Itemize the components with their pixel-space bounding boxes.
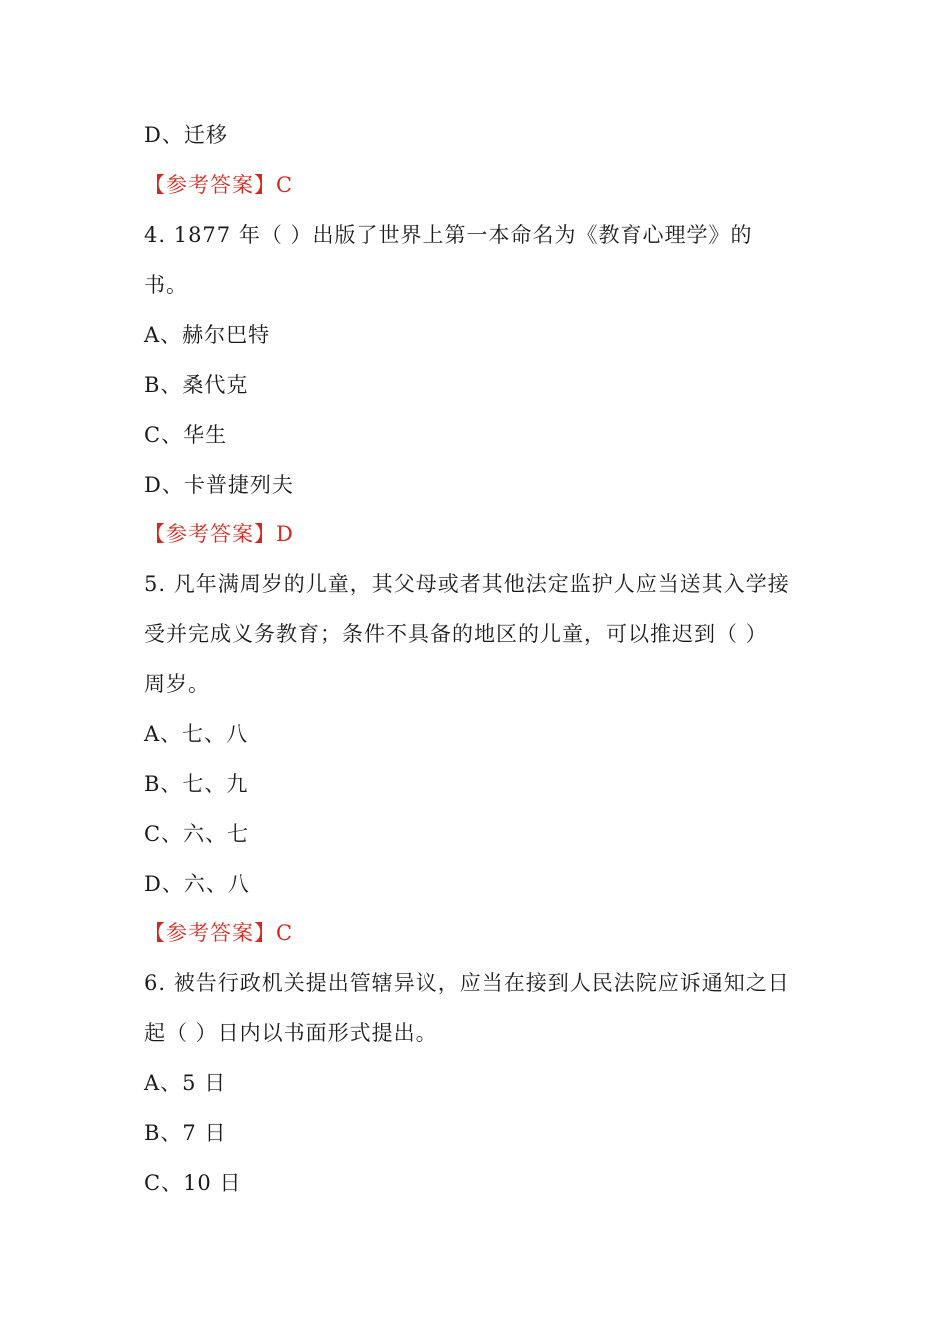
option-a-q6: A、5 日 bbox=[144, 1071, 227, 1095]
option-d-q3: D、迁移 bbox=[144, 123, 228, 147]
option-b-q6: B、7 日 bbox=[144, 1121, 227, 1145]
question-4-line-2: 书。 bbox=[144, 273, 188, 297]
option-c-q5: C、六、七 bbox=[144, 822, 250, 846]
question-4-line-1: 4. 1877 年（ ）出版了世界上第一本命名为《教育心理学》的 bbox=[144, 223, 753, 247]
question-5-line-2: 受并完成义务教育；条件不具备的地区的儿童，可以推迟到（ ） bbox=[144, 622, 768, 646]
question-6-line-1: 6. 被告行政机关提出管辖异议，应当在接到人民法院应诉通知之日 bbox=[144, 971, 790, 995]
question-6-line-2: 起（ ）日内以书面形式提出。 bbox=[144, 1021, 438, 1045]
answer-q4: 【参考答案】D bbox=[144, 522, 294, 546]
option-c-q4: C、华生 bbox=[144, 423, 228, 447]
option-d-q4: D、卡普捷列夫 bbox=[144, 473, 294, 497]
option-a-q5: A、七、八 bbox=[144, 722, 249, 746]
option-a-q4: A、赫尔巴特 bbox=[144, 323, 271, 347]
option-b-q5: B、七、九 bbox=[144, 772, 249, 796]
option-b-q4: B、桑代克 bbox=[144, 373, 249, 397]
answer-q5: 【参考答案】C bbox=[144, 921, 294, 945]
option-d-q5: D、六、八 bbox=[144, 872, 250, 896]
answer-q3: 【参考答案】C bbox=[144, 173, 294, 197]
question-5-line-1: 5. 凡年满周岁的儿童，其父母或者其他法定监护人应当送其入学接 bbox=[144, 572, 790, 596]
question-5-line-3: 周岁。 bbox=[144, 672, 210, 696]
option-c-q6: C、10 日 bbox=[144, 1171, 242, 1195]
